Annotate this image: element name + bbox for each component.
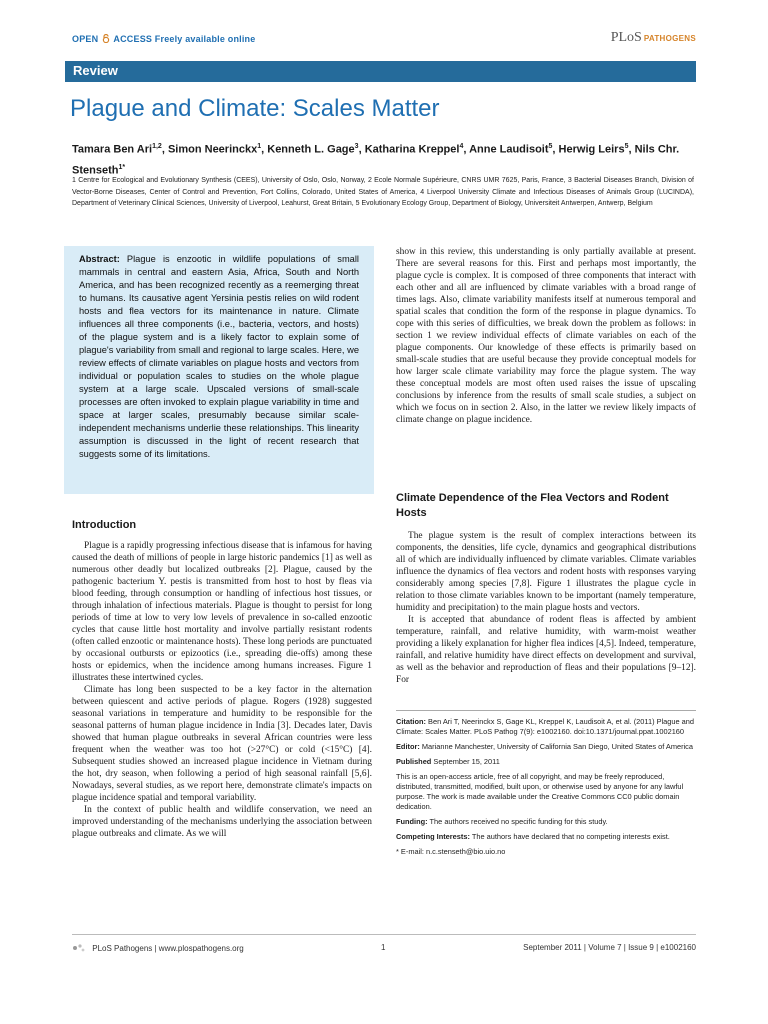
- footer-journal-text: PLoS Pathogens | www.plospathogens.org: [92, 944, 244, 953]
- paragraph: Climate has long been suspected to be a key factor in the alternation between quiescent and active periods of plague. Rogers (1928) suggested seasonal variations in temperature and humidity to be responsible for the seasonal patterns of human plague incidence in India [3]. Decades later, Davis showed that human plague outbreaks in several African countries were less frequent when the weather was too hot (>27°C) or cold (<15°C) [4]. Subsequent studies showed an increased plague incidence in Vietnam during the hot, dry season, when following a period of high seasonal rainfall [5,6]. Nowadays, several studies, as we report here, demonstrate climate's impacts on plague incidence spatial and temporal variability.: [72, 685, 372, 803]
- article-metadata: [396, 717, 696, 862]
- abstract-label: Abstract:: [79, 254, 120, 264]
- abstract-text: Plague is enzootic in wildlife populations of small mammals in central and eastern Asia, Africa, South and North America, and has been recognized recently as a reemerging threat to humans. Its causative agent Yersinia pestis relies on wild rodent hosts and flea vectors for its maintenance in nature. Climate influences all three components (i.e., bacteria, vectors, and hosts) of the plague system and is a likely factor to explain some of plague's variability from small and regional to large scales. Here, we review effects of climate variables on plague hosts and vectors from individual or population scales to studies on the whole plague system at a large scale. Upscaled versions of small-scale processes are often invoked to explain plague variability in time and space at larger scales, presumably because similar scale-independent mechanisms underlie these relationships. This linearity assumption is discussed in the light of recent research that suggests some of its limitations.: [79, 254, 359, 459]
- plos-dots-icon: [72, 943, 86, 953]
- copyright: This is an open-access article, free of all copyright, and may be freely reproduced, distributed, transmitted, modified, built upon, or otherwise used by anyone for any lawful purpose. The work is made available under the Creative Commons CC0 public domain dedication.: [396, 772, 684, 811]
- paragraph: In the context of public health and wildlife conservation, we need an improved understanding of the mechanisms underlying the association between plague outbreaks and climate. As we will: [72, 805, 372, 839]
- competing-label: Competing Interests:: [396, 832, 470, 841]
- article-title: Plague and Climate: Scales Matter: [70, 95, 440, 122]
- author-affiliation-mark: 3: [354, 143, 359, 150]
- footer-issue: September 2011 | Volume 7 | Issue 9 | e1002160: [523, 943, 696, 952]
- meta-divider: [396, 710, 696, 711]
- footer-journal: [72, 943, 244, 953]
- funding: [396, 817, 696, 827]
- page-number: 1: [381, 943, 386, 952]
- published-date: September 15, 2011: [433, 757, 500, 766]
- author-name: Tamara Ben Ari: [72, 143, 153, 156]
- open-label-prefix: OPEN: [72, 34, 99, 44]
- paragraph: It is accepted that abundance of rodent fleas is affected by ambient temperature, rainfall, and relative humidity, with warm-moist weather providing a likely explanation for higher flea indices [4,5]. Indeed, temperature, rainfall, and relative humidity have direct effects on development and survival, as well as the behavior and reproduction of fleas and their populations [9–12]. For: [396, 615, 696, 685]
- open-access-label: [72, 34, 255, 44]
- open-lock-icon: [102, 34, 110, 43]
- journal-name: PLoS: [610, 30, 642, 45]
- abstract-box: [64, 246, 374, 494]
- journal-logo: [611, 30, 696, 46]
- author-name: Nils Chr. Stenseth: [72, 143, 680, 177]
- abstract: [79, 253, 359, 461]
- published: [396, 757, 696, 767]
- author-name: Herwig Leirs: [558, 143, 625, 156]
- citation: [396, 717, 696, 737]
- author-name: Simon Neerinckx: [167, 143, 258, 156]
- open-label-suffix: ACCESS Freely available online: [113, 34, 256, 44]
- climate-section-body: [396, 530, 696, 686]
- climate-section-heading: Climate Dependence of the Flea Vectors and Rodent Hosts: [396, 492, 669, 519]
- paragraph: Plague is a rapidly progressing infectious disease that is infamous for having caused the death of millions of people in large historic pandemics [1] as well as numerous other deadly but localized outbreaks [2]. Plague, caused by the pathogenic bacterium Y. pestis is transmitted from host to host by fleas via blood feeding, through consumption or handling of infectious host tissues, or through inhalation of infectious materials. Plague is thought to persist for long periods of time at low to very low levels of prevalence in so-called enzootic cycles that cause little host mortality and involve partially resistant rodents (often called enzootic or maintenance hosts). These long periods are punctuated by occasional outbursts or epizootics (i.e., spreading die-offs) among these hosts or epidemics, when the incidence among humans increases. Figure 1 illustrates these intertwined cycles.: [72, 541, 372, 683]
- competing-interests: [396, 832, 696, 842]
- author-affiliation-mark: 1: [257, 143, 262, 150]
- citation-text: Ben Ari T, Neerinckx S, Gage KL, Kreppel K, Laudisoit A, et al. (2011) Plague and Climate: Scales Matter. PLoS Pathog 7(9): e1002160. doi:10.1371/journal.ppat.1002160: [396, 717, 694, 736]
- author-list: Tamara Ben Ari$^{1,2}$, Simon Neerinckx$^1$, Kenneth L. Gage$^3$, Katharina Kreppel$^4$, Anne Laudisoit$^5$, Herwig Leirs$^5$, Nils Chr. Stenseth$^{1*}$: [72, 143, 680, 177]
- paragraph: The plague system is the result of complex interactions between its components, the densities, life cycle, dynamics and geographical distributions all of which are individually influenced by climate variables. Climate variables influence the dynamics of flea vectors and rodent hosts with responses varying considerably among species [7,8]. Figure 1 illustrates the plague cycle in relation to those climate variables known to be important (namely temperature, humidity and precipitation) to the main plague hosts and vectors.: [396, 531, 696, 613]
- citation-label: Citation:: [396, 717, 426, 726]
- journal-subtitle: PATHOGENS: [643, 34, 696, 43]
- author-affiliation-mark: 1*: [118, 163, 126, 171]
- footer-divider: [72, 934, 696, 935]
- author-name: Kenneth L. Gage: [267, 143, 355, 156]
- editor: [396, 742, 696, 752]
- introduction-body: [72, 540, 372, 840]
- funding-label: Funding:: [396, 817, 428, 826]
- corresponding-email[interactable]: * E-mail: n.c.stenseth@bio.uio.no: [396, 847, 506, 856]
- author-affiliation-mark: 4: [459, 143, 464, 150]
- editor-label: Editor:: [396, 742, 420, 751]
- section-label: Review: [73, 63, 118, 78]
- author-name: Anne Laudisoit: [469, 143, 549, 156]
- funding-text: The authors received no specific funding for this study.: [429, 817, 608, 826]
- right-column-continuation: [396, 246, 696, 426]
- author-name: Katharina Kreppel: [364, 143, 460, 156]
- paragraph: show in this review, this understanding is only partially available at present. There are several reasons for this. First and perhaps most importantly, the plague cycle is complex. It is composed of three components that interact with each other and all are influenced by climate variables with a broad range of times lags. Also, climate variability manifests itself at numerous temporal and spatial scales that condition the form of the response in plague dynamics. To cope with this series of difficulties, we break down the problem as follows: in section 1 we review individual effects of climate variables on each of the plague components. Our knowledge of these effects is primarily based on small-scale studies that are useful because they provide conceptual models for how larger scale climate variability may force the plague system. The way these conceptual models are most often used raises the issue of upscaling conclusions by inference from the results of small scale studies, a subject on which we focus on in section 2. Also, in the latter we review likely impacts of climate change on plague incidence.: [396, 247, 696, 425]
- affiliations: 1 Centre for Ecological and Evolutionary Synthesis (CEES), University of Oslo, Oslo, Norway, 2 Ecole Normale Supérieure, CNRS UMR 7625, Paris, France, 3 Bacterial Diseases Branch, Division of Vector-Borne Diseases, Center of Control and Prevention, Fort Collins, Colorado, United States of America, 4 Liverpool University Climate and Infectious Diseases of Animals Group (LUCINDA), Department of Veterinary Clinical Sciences, University of Liverpool, Leahurst, Great Britain, 5 Evolutionary Ecology Group, Department of Biology, Universiteit Antwerpen, Antwerp, Belgium: [72, 177, 694, 207]
- author-affiliation-mark: 5: [624, 143, 629, 150]
- author-affiliation-mark: 5: [548, 143, 553, 150]
- editor-text: Marianne Manchester, University of California San Diego, United States of America: [421, 742, 693, 751]
- competing-text: The authors have declared that no competing interests exist.: [471, 832, 670, 841]
- author-affiliation-mark: 1,2: [152, 143, 162, 150]
- section-banner: [65, 61, 696, 82]
- introduction-heading: Introduction: [72, 519, 137, 531]
- published-label: Published: [396, 757, 432, 766]
